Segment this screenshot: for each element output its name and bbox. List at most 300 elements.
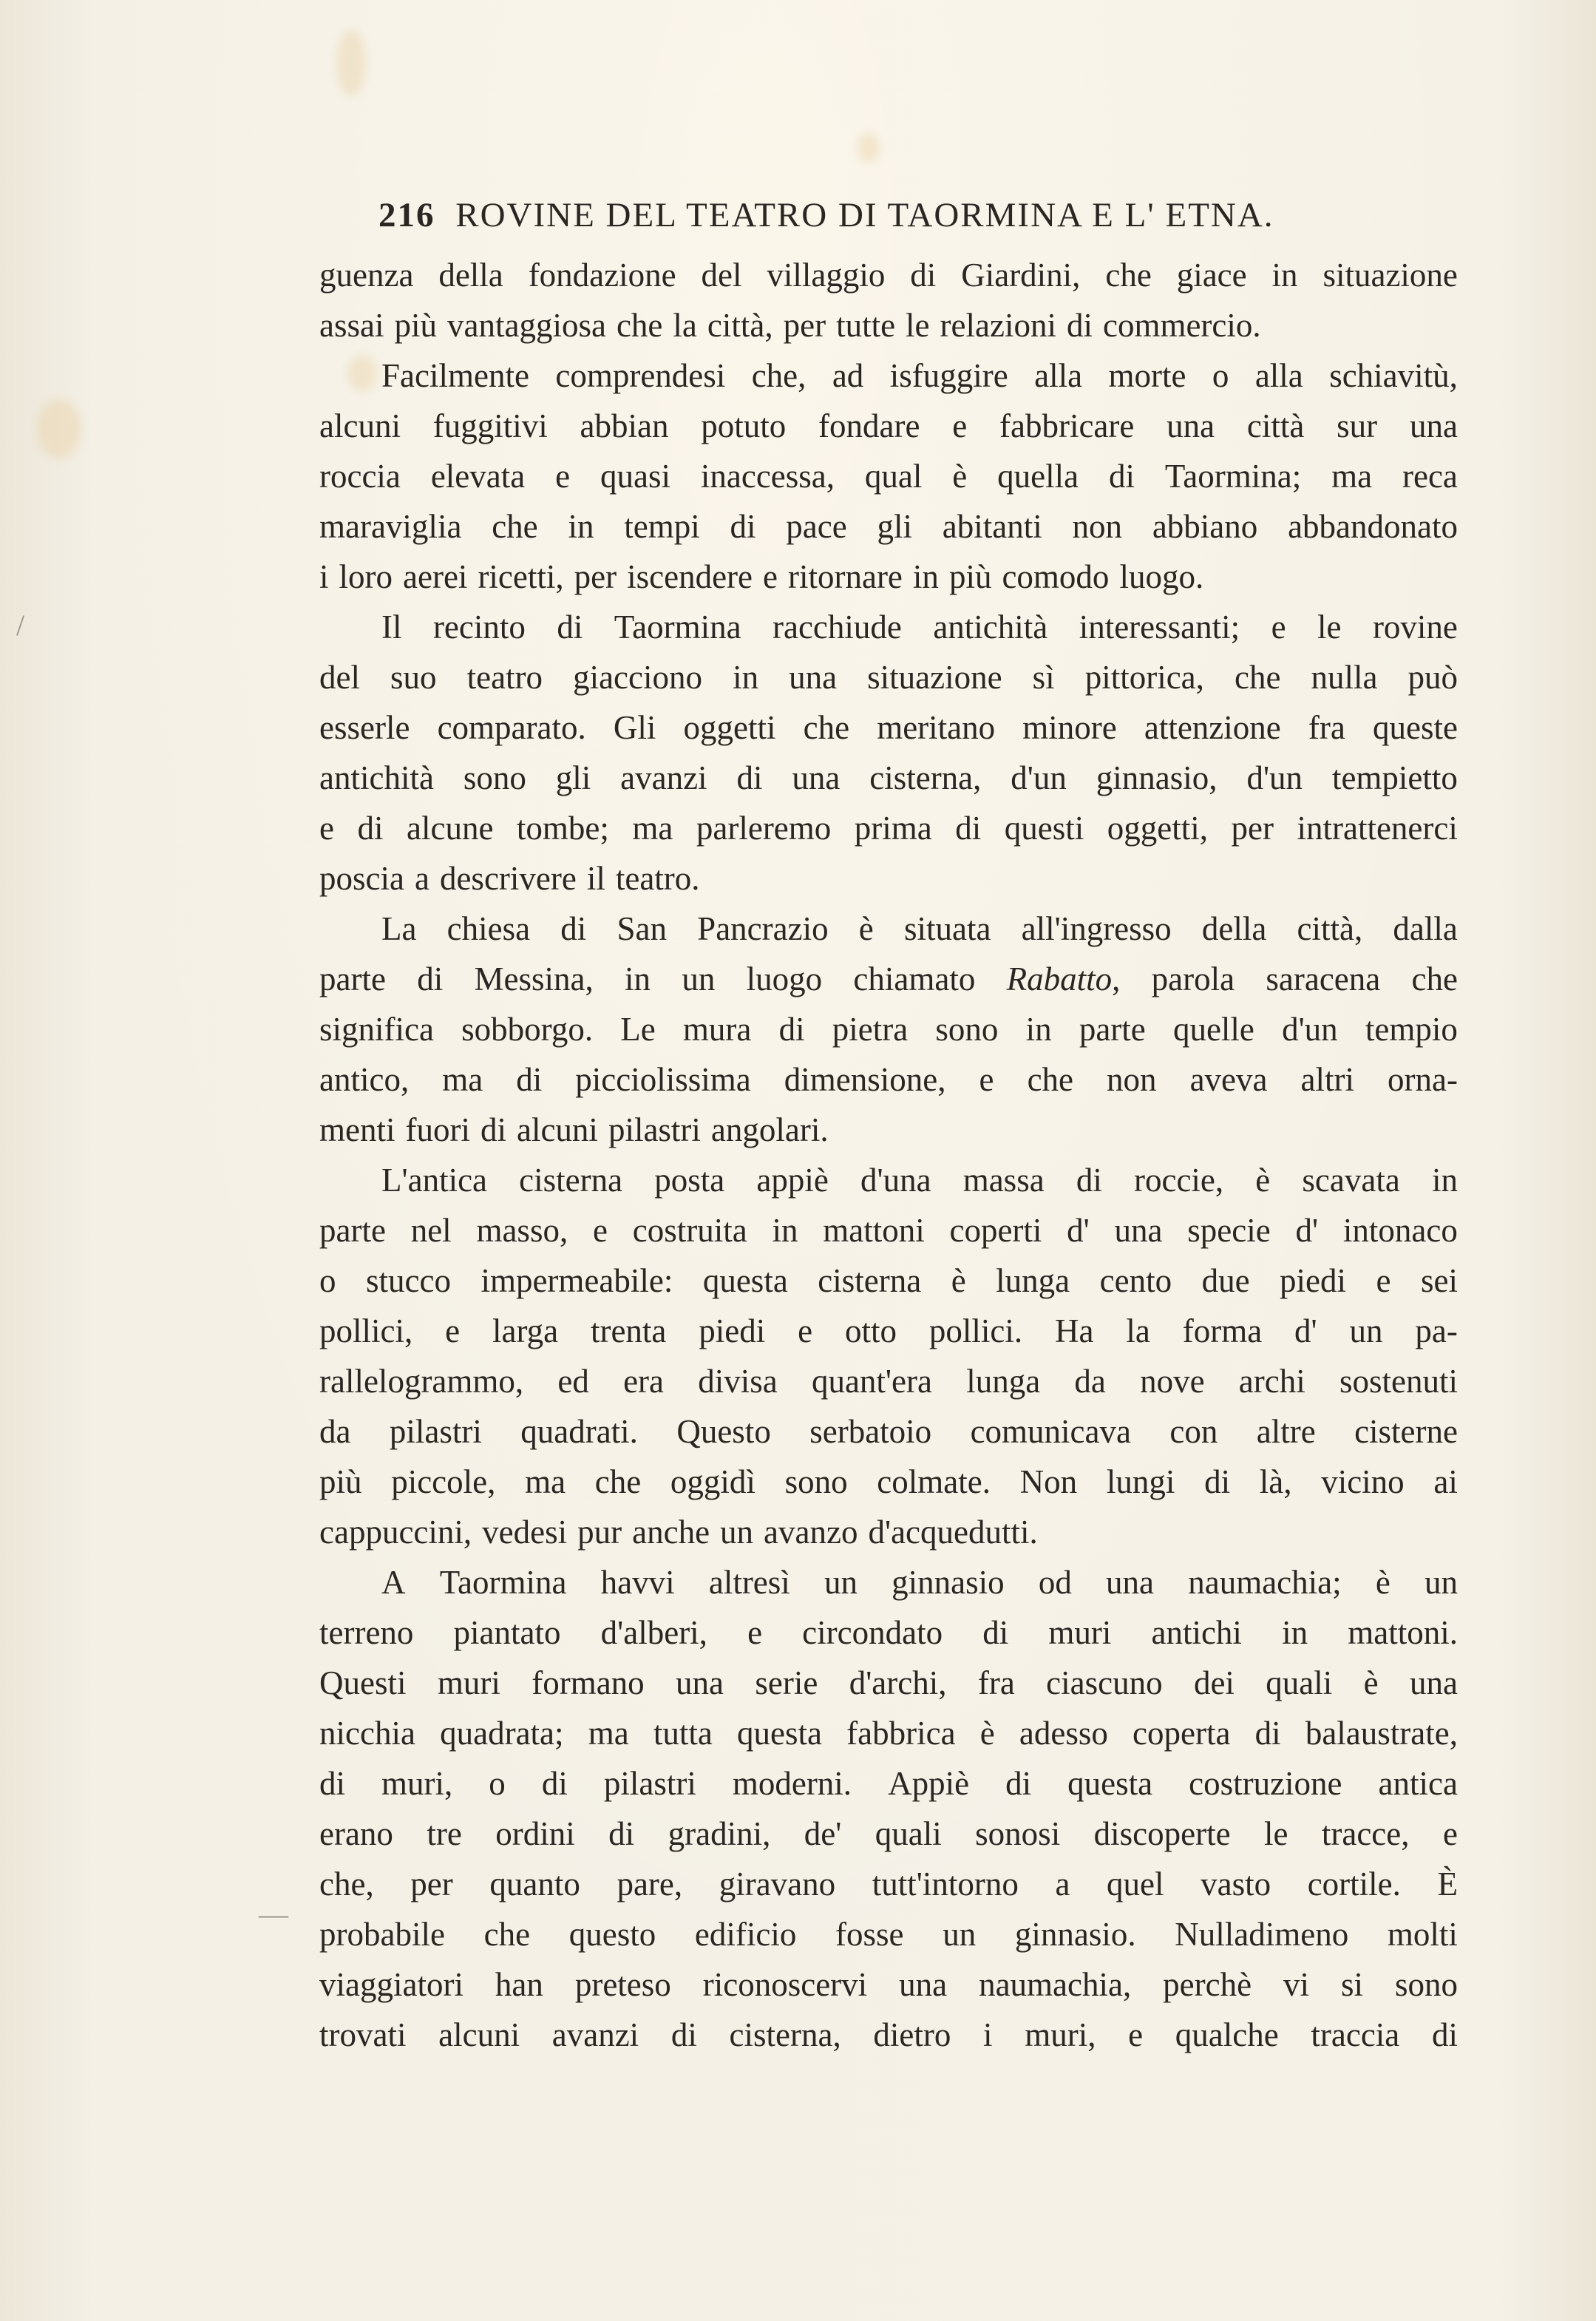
text-line: [319, 1959, 1458, 2010]
word: e: [747, 1614, 763, 1651]
word: da: [1074, 1363, 1106, 1400]
text-line: [319, 250, 1458, 300]
word: di: [319, 1765, 346, 1802]
running-title: ROVINE DEL TEATRO DI TAORMINA E L' ETNA.: [455, 196, 1274, 234]
word: oggetti: [683, 709, 776, 746]
text-line: [319, 1859, 1458, 1909]
word: è: [1255, 1162, 1271, 1199]
word: quella: [997, 458, 1079, 495]
word: serie: [755, 1664, 818, 1701]
word: antica: [1378, 1765, 1458, 1802]
word: che: [1234, 659, 1281, 696]
word: giacciono: [573, 659, 703, 696]
word: morte: [1108, 357, 1186, 394]
text-line: [319, 753, 1458, 803]
word: angolari.: [710, 1111, 829, 1148]
word: giace: [1176, 257, 1247, 294]
word: fabbrica: [846, 1715, 956, 1752]
word: di: [910, 257, 937, 294]
word: città,: [707, 307, 773, 344]
word: di: [560, 910, 587, 947]
word: abbandonato: [1288, 508, 1458, 545]
word: nel: [410, 1212, 452, 1249]
word: che: [1027, 1061, 1074, 1098]
word: pur: [577, 1514, 622, 1551]
word: fabbricare: [999, 407, 1135, 444]
word: altresì: [708, 1564, 790, 1601]
word: di: [608, 1815, 635, 1852]
text-line: [319, 451, 1458, 501]
word: d'un: [1282, 1011, 1338, 1048]
text-line: [319, 1205, 1458, 1256]
word: quali: [875, 1815, 942, 1852]
word: adesso: [1019, 1715, 1108, 1752]
word: mattoni: [823, 1212, 925, 1249]
word: pollici.: [928, 1312, 1023, 1349]
word: e: [445, 1312, 461, 1349]
word: e: [319, 810, 334, 847]
word: ginnasio,: [1096, 759, 1218, 796]
text-line: [319, 1306, 1458, 1356]
word: è: [858, 910, 874, 947]
word: alla: [1254, 357, 1303, 394]
word: questa: [702, 1262, 788, 1299]
word: avanzo: [764, 1514, 858, 1551]
text-line: [319, 602, 1458, 652]
word: per: [410, 1866, 453, 1902]
margin-mark: /: [16, 609, 25, 642]
word: d'un: [1246, 759, 1303, 796]
word: ordini: [495, 1815, 575, 1852]
word: di: [1204, 1463, 1231, 1500]
word: piantato: [453, 1614, 561, 1651]
word: archi: [1238, 1363, 1305, 1400]
word: aerei: [403, 558, 468, 595]
word: od: [1038, 1564, 1072, 1601]
word: vantaggiosa: [447, 307, 606, 344]
word: La: [381, 910, 417, 947]
text-line: [319, 1054, 1458, 1105]
word: una: [1167, 407, 1215, 444]
text-line: [319, 1507, 1458, 1557]
word: in: [1271, 257, 1298, 294]
word: abitanti: [942, 508, 1042, 545]
word: di: [982, 1614, 1009, 1651]
word: villaggio: [767, 257, 886, 294]
word: menti: [319, 1111, 395, 1148]
word: gli: [555, 759, 591, 796]
word: quadrata;: [440, 1715, 564, 1752]
text-line: [319, 1356, 1458, 1406]
word: forma: [1182, 1312, 1263, 1349]
word: cappuccini,: [319, 1514, 472, 1551]
word: minore: [1022, 709, 1117, 746]
word: luogo.: [1119, 558, 1204, 595]
word: mura: [682, 1011, 752, 1048]
word: dei: [1193, 1664, 1235, 1701]
word: quant'era: [811, 1363, 932, 1400]
margin-mark: —: [259, 1897, 288, 1931]
word: cisterne: [1354, 1413, 1458, 1450]
word: lunga: [996, 1262, 1070, 1299]
word: queste: [1372, 709, 1458, 746]
word: cento: [1099, 1262, 1172, 1299]
word: altre: [1256, 1413, 1316, 1450]
word: gli: [877, 508, 913, 545]
word: un: [720, 1514, 754, 1551]
word: la: [673, 307, 697, 344]
word: può: [1407, 659, 1458, 696]
word: di: [1076, 1162, 1102, 1199]
word: ma: [525, 1463, 566, 1500]
word: Questo: [676, 1413, 771, 1450]
word: cisterna: [818, 1262, 922, 1299]
word: Non: [1019, 1463, 1078, 1500]
word: schiavitù,: [1329, 357, 1458, 394]
word: un: [943, 1916, 977, 1953]
word: a: [1055, 1866, 1070, 1902]
word: qual: [864, 458, 923, 495]
word: quel: [1107, 1866, 1164, 1902]
word: sono: [935, 1011, 999, 1048]
text-line: [319, 1758, 1458, 1809]
word: è: [1363, 1664, 1379, 1701]
word: questo: [568, 1916, 656, 1953]
word: parte: [1079, 1011, 1146, 1048]
word: comprendesi: [555, 357, 726, 394]
word: d'archi,: [849, 1664, 947, 1701]
word: oggidì: [670, 1463, 755, 1500]
word: erano: [319, 1815, 393, 1852]
word: per: [1231, 810, 1274, 847]
word: con: [1169, 1413, 1218, 1450]
word: interessanti;: [1079, 609, 1240, 646]
word: de': [804, 1815, 842, 1852]
word: avanzi: [620, 759, 707, 796]
word: divisa: [698, 1363, 778, 1400]
word: ginnasio.: [1014, 1916, 1136, 1953]
text-line: [319, 1909, 1458, 1959]
text-line: [319, 401, 1458, 451]
paper-stain: [37, 399, 81, 458]
word: descrivere: [439, 860, 577, 897]
word: altri: [1300, 1061, 1354, 1098]
word: serbatoio: [809, 1413, 932, 1450]
word: in: [912, 558, 939, 595]
word: trovati: [319, 2016, 407, 2053]
word: tutta: [653, 1715, 713, 1752]
word: di: [516, 1061, 543, 1098]
word: cisterna,: [729, 2016, 841, 2053]
word: potuto: [701, 407, 787, 444]
word: coperta: [1133, 1715, 1231, 1752]
word: le: [906, 307, 930, 344]
word: balaustrate,: [1305, 1715, 1458, 1752]
word: che: [1411, 960, 1458, 997]
word: tutt'intorno: [872, 1866, 1019, 1902]
word: sur: [1337, 407, 1378, 444]
word: naumachia,: [979, 1966, 1132, 2003]
text-line: [319, 652, 1458, 702]
word: d': [1295, 1212, 1319, 1249]
word: larga: [492, 1312, 559, 1349]
word: una: [789, 659, 838, 696]
word: che: [594, 1463, 642, 1500]
word: rovine: [1372, 609, 1458, 646]
word: costruzione: [1189, 1765, 1342, 1802]
word: ma: [442, 1061, 483, 1098]
word: gradini,: [668, 1815, 771, 1852]
word: vedesi: [482, 1514, 568, 1551]
word: che: [1105, 257, 1152, 294]
word: lungi: [1106, 1463, 1175, 1500]
word: pare,: [617, 1866, 683, 1902]
word: guenza: [319, 257, 414, 294]
text-line: [319, 702, 1458, 753]
word: posta: [654, 1162, 725, 1199]
word: o: [489, 1765, 506, 1802]
word: d': [1294, 1312, 1317, 1349]
word: naumachia;: [1188, 1564, 1342, 1601]
word: rallelogrammo,: [319, 1363, 524, 1400]
word: suo: [390, 659, 437, 696]
word: assai: [319, 307, 384, 344]
word: di: [730, 508, 756, 545]
word: teatro: [466, 659, 543, 696]
word: di: [778, 1011, 805, 1048]
word: commercio.: [1102, 307, 1261, 344]
word: in: [625, 960, 651, 997]
text-line: [319, 300, 1458, 350]
word: è: [1375, 1564, 1390, 1601]
text-line: [319, 1457, 1458, 1507]
word: tempio: [1365, 1011, 1458, 1048]
word: impermeabile:: [481, 1262, 673, 1299]
word: il: [586, 860, 605, 897]
word: pollici,: [319, 1312, 413, 1349]
word: Le: [620, 1011, 656, 1048]
word: alcune: [407, 810, 494, 847]
word: un: [682, 960, 716, 997]
word: comunicava: [970, 1413, 1131, 1450]
word: le: [1263, 1815, 1288, 1852]
word: in: [1025, 1011, 1052, 1048]
word: della: [1201, 910, 1267, 947]
word: una: [1114, 1212, 1163, 1249]
word: antichità: [933, 609, 1048, 646]
word: una: [899, 1966, 948, 2003]
word: vi: [1283, 1966, 1310, 2003]
word: che,: [319, 1866, 374, 1902]
word: trenta: [590, 1312, 667, 1349]
word: ed: [557, 1363, 589, 1400]
text-line: [319, 1406, 1458, 1457]
word: han: [495, 1966, 543, 2003]
word: nulla: [1311, 659, 1378, 696]
word: e: [1442, 1815, 1458, 1852]
word: del: [701, 257, 742, 294]
word: meritano: [877, 709, 996, 746]
word: alla: [1034, 357, 1083, 394]
word: quelle: [1172, 1011, 1254, 1048]
word: che: [616, 307, 663, 344]
word: cisterna,: [869, 759, 982, 796]
word: città: [1246, 407, 1305, 444]
word: e: [952, 407, 968, 444]
word: una: [676, 1664, 724, 1701]
word: L'antica: [381, 1162, 488, 1199]
text-line: [319, 1256, 1458, 1306]
word: una: [1106, 1564, 1155, 1601]
word: Taormina;: [1164, 458, 1302, 495]
text-line: [319, 853, 1458, 904]
word: pace: [786, 508, 847, 545]
word: di: [417, 960, 444, 997]
word: È: [1437, 1866, 1458, 1902]
word: di: [357, 810, 384, 847]
word: in: [1431, 1162, 1458, 1199]
word: terreno: [319, 1614, 414, 1651]
word: due: [1201, 1262, 1250, 1299]
text-line: [319, 1607, 1458, 1658]
word: non: [1107, 1061, 1157, 1098]
word: antichità: [319, 759, 434, 796]
word: della: [438, 257, 503, 294]
word: Rabatto,: [1006, 960, 1121, 997]
word: edificio: [694, 1916, 797, 1953]
word: Nulladimeno: [1175, 1916, 1349, 1953]
word: tempi: [624, 508, 700, 545]
word: che,: [751, 357, 807, 394]
word: relazioni: [940, 307, 1056, 344]
word: recinto: [432, 609, 526, 646]
word: è: [951, 1262, 966, 1299]
word: è: [952, 458, 968, 495]
word: mattoni.: [1348, 1614, 1458, 1651]
word: di: [480, 1111, 506, 1148]
word: roccie,: [1133, 1162, 1224, 1199]
text-line: [319, 1658, 1458, 1708]
word: e: [1271, 609, 1286, 646]
word: massa: [962, 1162, 1045, 1199]
word: tre: [427, 1815, 462, 1852]
word: dimensione,: [784, 1061, 946, 1098]
word: attenzione: [1144, 709, 1281, 746]
word: ricetti,: [478, 558, 564, 595]
word: i: [319, 558, 329, 595]
word: intrattenerci: [1297, 810, 1458, 847]
word: di: [1254, 1715, 1281, 1752]
word: chiesa: [446, 910, 531, 947]
word: comparato.: [437, 709, 586, 746]
word: luogo: [746, 960, 823, 997]
word: masso,: [476, 1212, 568, 1249]
word: un: [1349, 1312, 1383, 1349]
word: parleremo: [696, 810, 832, 847]
word: che: [492, 508, 538, 545]
word: ma: [1331, 458, 1373, 495]
word: di: [955, 810, 982, 847]
word: e: [1128, 2016, 1144, 2053]
word: costruita: [632, 1212, 747, 1249]
word: poscia: [319, 860, 404, 897]
text-line: [319, 954, 1458, 1004]
word: ciascuno: [1046, 1664, 1163, 1701]
word: e: [592, 1212, 608, 1249]
text-line: [319, 552, 1458, 602]
word: è: [979, 1715, 995, 1752]
word: più: [948, 558, 992, 595]
word: saracena: [1266, 960, 1381, 997]
word: in: [1282, 1614, 1308, 1651]
word: questa: [1067, 1765, 1153, 1802]
word: quali: [1266, 1664, 1333, 1701]
word: in: [733, 659, 759, 696]
word: comodo: [1002, 558, 1110, 595]
word: esserle: [319, 709, 410, 746]
word: piccole,: [391, 1463, 496, 1500]
word: alcuni: [438, 2016, 520, 2053]
word: di: [736, 759, 763, 796]
word: più: [319, 1463, 362, 1500]
page-number: 216: [378, 196, 435, 234]
text-line: [319, 501, 1458, 552]
word: teatro.: [615, 860, 700, 897]
word: fondare: [818, 407, 920, 444]
word: pilastri: [608, 1111, 701, 1148]
word: elevata: [430, 458, 526, 495]
word: alcuni: [319, 407, 401, 444]
word: là,: [1259, 1463, 1292, 1500]
word: fra: [1308, 709, 1345, 746]
text-line: [319, 350, 1458, 401]
word: roccia: [319, 458, 401, 495]
word: a: [414, 860, 429, 897]
word: Facilmente: [381, 357, 529, 394]
text-line: [319, 1557, 1458, 1607]
word: Taormina: [614, 609, 741, 646]
word: aveva: [1189, 1061, 1268, 1098]
word: discoperte: [1093, 1815, 1231, 1852]
word: Messina,: [474, 960, 594, 997]
word: ma: [588, 1715, 629, 1752]
word: all'ingresso: [1021, 910, 1172, 947]
word: questa: [737, 1715, 822, 1752]
word: ritornare: [788, 558, 903, 595]
word: si: [1341, 1966, 1364, 2003]
text-line: [319, 904, 1458, 954]
word: e: [1376, 1262, 1391, 1299]
word: significa: [319, 1011, 434, 1048]
word: Questi: [319, 1664, 407, 1701]
text-line: [319, 803, 1458, 853]
word: sei: [1420, 1262, 1458, 1299]
word: avanzi: [551, 2016, 639, 2053]
word: non: [1072, 508, 1123, 545]
word: d'alberi,: [600, 1614, 707, 1651]
word: colmate.: [877, 1463, 991, 1500]
word: fuori: [405, 1111, 470, 1148]
word: ad: [832, 357, 864, 394]
word: quanto: [489, 1866, 580, 1902]
word: da: [319, 1413, 351, 1450]
word: di: [1109, 458, 1135, 495]
word: un: [1424, 1564, 1458, 1601]
word: in: [772, 1212, 798, 1249]
word: cisterna: [519, 1162, 623, 1199]
word: pietra: [832, 1011, 909, 1048]
italic-place-name: Rabatto: [1006, 960, 1113, 997]
